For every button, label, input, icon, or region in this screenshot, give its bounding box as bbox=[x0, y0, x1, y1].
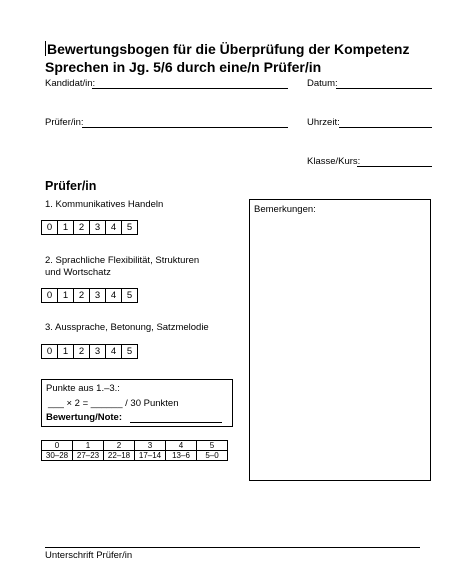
notes-label: Bemerkungen: bbox=[254, 204, 316, 215]
score-cell[interactable]: 5 bbox=[121, 288, 138, 303]
criterion-2-label: 2. Sprachliche Flexibilität, Strukturen und Wortschatz bbox=[45, 255, 200, 278]
class-label: Klasse/Kurs: bbox=[307, 156, 361, 167]
score-cell[interactable]: 0 bbox=[41, 288, 58, 303]
score-cell[interactable]: 5 bbox=[121, 220, 138, 235]
candidate-label: Kandidat/in: bbox=[45, 78, 96, 89]
score-cell[interactable]: 3 bbox=[89, 344, 106, 359]
score-cell[interactable]: 1 bbox=[57, 220, 74, 235]
criterion-3-scale bbox=[41, 344, 138, 359]
criterion-2-scale bbox=[41, 288, 138, 303]
criterion-3-label: 3. Aussprache, Betonung, Satzmelodie bbox=[45, 322, 209, 333]
range-cell: 30–28 bbox=[42, 451, 73, 461]
score-cell[interactable]: 2 bbox=[73, 288, 90, 303]
grade-cell: 2 bbox=[104, 441, 135, 451]
candidate-field-line[interactable] bbox=[92, 88, 288, 89]
criterion-1-scale bbox=[41, 220, 138, 235]
class-field-line[interactable] bbox=[357, 166, 432, 167]
score-cell[interactable]: 5 bbox=[121, 344, 138, 359]
signature-line[interactable] bbox=[45, 547, 420, 548]
examiner-field-line[interactable] bbox=[82, 127, 288, 128]
range-cell: 5–0 bbox=[197, 451, 228, 461]
grade-label: Bewertung/Note: bbox=[46, 412, 122, 423]
date-label: Datum: bbox=[307, 78, 338, 89]
grade-cell: 4 bbox=[166, 441, 197, 451]
score-cell[interactable]: 1 bbox=[57, 344, 74, 359]
grade-row bbox=[42, 441, 228, 451]
notes-box[interactable] bbox=[249, 199, 431, 481]
score-cell[interactable]: 4 bbox=[105, 220, 122, 235]
score-cell[interactable]: 2 bbox=[73, 344, 90, 359]
grade-cell: 1 bbox=[73, 441, 104, 451]
score-cell[interactable]: 4 bbox=[105, 344, 122, 359]
grade-field-line[interactable] bbox=[130, 422, 222, 423]
points-line-1: Punkte aus 1.–3.: bbox=[46, 383, 120, 394]
points-line-2[interactable]: ___ × 2 = ______ / 30 Punkten bbox=[48, 398, 179, 409]
score-cell[interactable]: 2 bbox=[73, 220, 90, 235]
range-cell: 17–14 bbox=[135, 451, 166, 461]
score-cell[interactable]: 0 bbox=[41, 344, 58, 359]
score-cell[interactable]: 1 bbox=[57, 288, 74, 303]
text-cursor bbox=[45, 41, 46, 56]
criterion-1-label: 1. Kommunikatives Handeln bbox=[45, 199, 164, 210]
examiner-label: Prüfer/in: bbox=[45, 117, 84, 128]
document-title bbox=[45, 40, 465, 76]
range-cell: 13–6 bbox=[166, 451, 197, 461]
grade-conversion-table bbox=[41, 440, 228, 461]
range-cell: 22–18 bbox=[104, 451, 135, 461]
document-title-text: Bewertungsbogen für die Überprüfung der Kompetenz Sprechen in Jg. 5/6 durch eine/n Prüfer/in bbox=[45, 41, 410, 75]
date-field-line[interactable] bbox=[336, 88, 432, 89]
grade-cell: 3 bbox=[135, 441, 166, 451]
points-box bbox=[41, 379, 233, 427]
time-field-line[interactable] bbox=[339, 127, 432, 128]
signature-label: Unterschrift Prüfer/in bbox=[45, 550, 133, 561]
score-cell[interactable]: 0 bbox=[41, 220, 58, 235]
score-cell[interactable]: 3 bbox=[89, 288, 106, 303]
range-cell: 27–23 bbox=[73, 451, 104, 461]
grade-cell: 5 bbox=[197, 441, 228, 451]
score-cell[interactable]: 3 bbox=[89, 220, 106, 235]
time-label: Uhrzeit: bbox=[307, 117, 340, 128]
range-row bbox=[42, 451, 228, 461]
score-cell[interactable]: 4 bbox=[105, 288, 122, 303]
grade-cell: 0 bbox=[42, 441, 73, 451]
section-heading: Prüfer/in bbox=[45, 179, 97, 193]
